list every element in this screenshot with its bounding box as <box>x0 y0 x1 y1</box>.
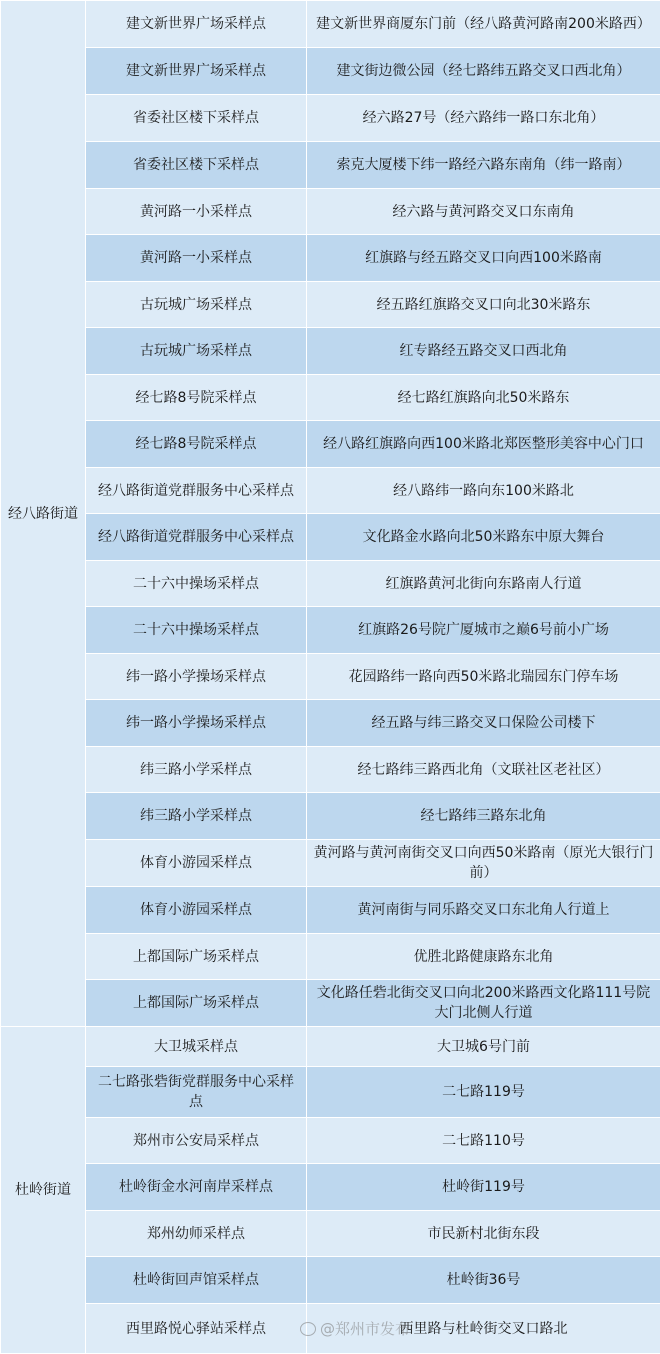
table-row <box>1 282 660 328</box>
site-name-cell: 西里路悦心驿站采样点 <box>86 1304 307 1354</box>
table-row <box>1 421 660 468</box>
address-cell: 经八路红旗路向西100米路北郑医整形美容中心门口 <box>307 421 660 468</box>
table-row <box>1 747 660 793</box>
address-cell: 经七路纬三路西北角（文联社区老社区） <box>307 747 660 793</box>
table-row <box>1 189 660 235</box>
address-cell: 建文街边微公园（经七路纬五路交叉口西北角） <box>307 48 660 95</box>
site-name-cell: 古玩城广场采样点 <box>86 328 307 375</box>
address-cell: 经七路纬三路东北角 <box>307 793 660 840</box>
site-name-cell: 纬三路小学采样点 <box>86 793 307 840</box>
table-row <box>1 654 660 700</box>
site-name-cell: 上都国际广场采样点 <box>86 934 307 980</box>
address-cell: 大卫城6号门前 <box>307 1027 660 1067</box>
site-name-cell: 杜岭街回声馆采样点 <box>86 1257 307 1304</box>
address-cell: 杜岭街36号 <box>307 1257 660 1304</box>
address-cell: 经六路与黄河路交叉口东南角 <box>307 189 660 235</box>
address-cell: 经六路27号（经六路纬一路口东北角） <box>307 95 660 142</box>
address-cell: 索克大厦楼下纬一路经六路东南角（纬一路南） <box>307 142 660 189</box>
site-name-cell: 纬一路小学操场采样点 <box>86 700 307 747</box>
table-row <box>1 48 660 95</box>
address-cell: 经五路与纬三路交叉口保险公司楼下 <box>307 700 660 747</box>
table-row <box>1 1164 660 1211</box>
site-name-cell: 省委社区楼下采样点 <box>86 95 307 142</box>
address-cell: 优胜北路健康路东北角 <box>307 934 660 980</box>
site-name-cell: 纬一路小学操场采样点 <box>86 654 307 700</box>
address-cell: 经五路红旗路交叉口向北30米路东 <box>307 282 660 328</box>
address-cell: 红专路经五路交叉口西北角 <box>307 328 660 375</box>
table-row <box>1 142 660 189</box>
street-name-cell: 杜岭街道 <box>1 1027 86 1354</box>
table-row <box>1 561 660 607</box>
site-name-cell: 省委社区楼下采样点 <box>86 142 307 189</box>
site-name-cell: 二十六中操场采样点 <box>86 561 307 607</box>
site-name-cell: 体育小游园采样点 <box>86 840 307 887</box>
table-row <box>1 514 660 561</box>
address-cell: 二七路110号 <box>307 1118 660 1164</box>
table-row <box>1 700 660 747</box>
table-row <box>1 95 660 142</box>
site-name-cell: 杜岭街金水河南岸采样点 <box>86 1164 307 1211</box>
address-cell: 市民新村北街东段 <box>307 1211 660 1257</box>
sampling-sites-body <box>1 1 660 1354</box>
site-name-cell: 建文新世界广场采样点 <box>86 1 307 48</box>
address-cell: 西里路与杜岭街交叉口路北 <box>307 1304 660 1354</box>
address-cell: 红旗路黄河北街向东路南人行道 <box>307 561 660 607</box>
site-name-cell: 二七路张砦街党群服务中心采样点 <box>86 1067 307 1118</box>
site-name-cell: 上都国际广场采样点 <box>86 980 307 1027</box>
address-cell: 二七路119号 <box>307 1067 660 1118</box>
table-row <box>1 1211 660 1257</box>
weibo-logo-icon <box>300 1322 316 1336</box>
address-cell: 杜岭街119号 <box>307 1164 660 1211</box>
address-cell: 花园路纬一路向西50米路北瑞园东门停车场 <box>307 654 660 700</box>
table-row <box>1 887 660 934</box>
site-name-cell: 黄河路一小采样点 <box>86 235 307 282</box>
table-row <box>1 235 660 282</box>
site-name-cell: 二十六中操场采样点 <box>86 607 307 654</box>
weibo-watermark <box>300 1318 410 1339</box>
table-row <box>1 980 660 1027</box>
table-row <box>1 1257 660 1304</box>
table-row <box>1 934 660 980</box>
address-cell: 黄河南街与同乐路交叉口东北角人行道上 <box>307 887 660 934</box>
table-row <box>1 793 660 840</box>
table-row <box>1 375 660 421</box>
site-name-cell: 古玩城广场采样点 <box>86 282 307 328</box>
address-cell: 建文新世界商厦东门前（经八路黄河路南200米路西） <box>307 1 660 48</box>
table-row <box>1 1067 660 1118</box>
site-name-cell: 大卫城采样点 <box>86 1027 307 1067</box>
address-cell: 经七路红旗路向北50米路东 <box>307 375 660 421</box>
address-cell: 文化路金水路向北50米路东中原大舞台 <box>307 514 660 561</box>
table-row <box>1 328 660 375</box>
address-cell: 黄河路与黄河南街交叉口向西50米路南（原光大银行门前） <box>307 840 660 887</box>
address-cell: 经八路纬一路向东100米路北 <box>307 468 660 514</box>
table-row <box>1 840 660 887</box>
site-name-cell: 经七路8号院采样点 <box>86 375 307 421</box>
site-name-cell: 纬三路小学采样点 <box>86 747 307 793</box>
site-name-cell: 郑州幼师采样点 <box>86 1211 307 1257</box>
address-cell: 文化路任砦北街交叉口向北200米路西文化路111号院大门北侧人行道 <box>307 980 660 1027</box>
site-name-cell: 经八路街道党群服务中心采样点 <box>86 468 307 514</box>
site-name-cell: 建文新世界广场采样点 <box>86 48 307 95</box>
address-cell: 红旗路与经五路交叉口向西100米路南 <box>307 235 660 282</box>
site-name-cell: 经八路街道党群服务中心采样点 <box>86 514 307 561</box>
watermark-text: @郑州市发布 <box>320 1320 410 1338</box>
table-row <box>1 1027 660 1067</box>
table-row <box>1 1118 660 1164</box>
site-name-cell: 黄河路一小采样点 <box>86 189 307 235</box>
table-row <box>1 468 660 514</box>
site-name-cell: 经七路8号院采样点 <box>86 421 307 468</box>
table-row <box>1 607 660 654</box>
site-name-cell: 体育小游园采样点 <box>86 887 307 934</box>
address-cell: 红旗路26号院广厦城市之巅6号前小广场 <box>307 607 660 654</box>
table-row <box>1 1 660 48</box>
street-name-cell: 经八路街道 <box>1 1 86 1027</box>
site-name-cell: 郑州市公安局采样点 <box>86 1118 307 1164</box>
